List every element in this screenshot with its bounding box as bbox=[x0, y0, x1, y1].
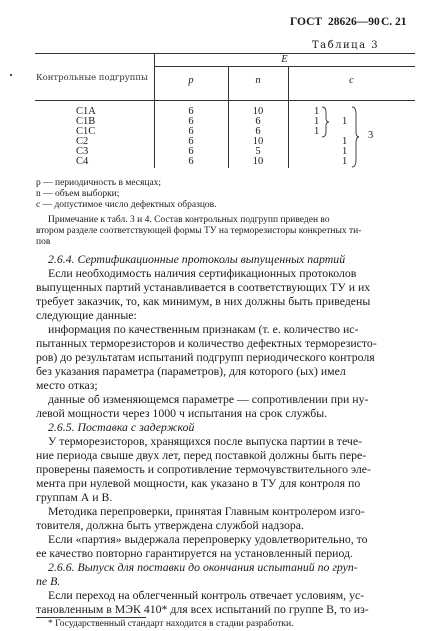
paragraph-line: выпущенных партий устанавливается в соответствующих ТУ и их bbox=[36, 280, 371, 294]
table-cell-c: 1 bbox=[314, 106, 320, 117]
table-cell-n: 6 bbox=[255, 126, 261, 137]
table-cell-group: С1С bbox=[76, 126, 96, 137]
table-cell-p: 6 bbox=[188, 126, 194, 137]
paragraph-line: место отказ; bbox=[36, 378, 98, 392]
table-cell-c: 1 bbox=[342, 156, 348, 167]
table-cell-n: 5 bbox=[255, 146, 261, 157]
paragraph-line: ее качество повторно гарантируется на установленный период. bbox=[36, 546, 354, 560]
paragraph-line: Если «партия» выдержала перепроверку удовлетворительно, то bbox=[48, 532, 368, 546]
col-header-c: c bbox=[349, 75, 354, 86]
paragraph-line: данные об изменяющемся параметре — сопротивлении при ну- bbox=[48, 392, 369, 406]
note-line: втором разделе соответствующей формы ТУ на терморезисторы конкретных ти- bbox=[36, 226, 362, 236]
doc-standard-number: 28626—90 bbox=[328, 16, 380, 28]
table-cell-p: 6 bbox=[188, 106, 194, 117]
paragraph-line: Если необходимость наличия сертификационных протоколов bbox=[48, 266, 357, 280]
doc-standard-label: ГОСТ bbox=[290, 16, 323, 28]
note-line: Примечание к табл. 3 и 4. Состав контрольных подгрупп приведен во bbox=[48, 215, 330, 225]
col-header-p: p bbox=[188, 75, 194, 86]
paragraph-line: требует заказчик, то, как минимум, в них должны быть приведены bbox=[36, 294, 371, 308]
paragraph-line: следующие данные: bbox=[36, 308, 137, 322]
table-e-rule bbox=[154, 66, 415, 67]
section-title-265: 2.6.5. Поставка с задержкой bbox=[48, 420, 195, 434]
brace-icon bbox=[320, 106, 330, 138]
legend-item: c — допустимое число дефектных образцов. bbox=[36, 200, 217, 210]
paragraph-line: без указания параметра (параметров), для которого (ых) имел bbox=[36, 364, 346, 378]
paragraph-line: проверены паяемость и сопротивление термочувствительного эле- bbox=[36, 462, 371, 476]
table-cell-c-total: 3 bbox=[368, 130, 374, 141]
table-header-rule bbox=[35, 100, 415, 101]
table-cell-group: С1А bbox=[76, 106, 96, 117]
page-number: С. 21 bbox=[381, 16, 407, 28]
paragraph-line: группам А и В. bbox=[36, 490, 113, 504]
legend-item: p — периодичность в месяцах; bbox=[36, 178, 162, 188]
paragraph-line: тановленным в МЭК 410* для всех испытаний по группе В, то из- bbox=[36, 602, 369, 616]
col-header-e: E bbox=[281, 54, 288, 65]
col-header-group: Контрольные подгруппы bbox=[36, 73, 148, 83]
brace-icon bbox=[350, 106, 360, 168]
table-cell-p: 6 bbox=[188, 136, 194, 147]
table-cell-c: 1 bbox=[342, 136, 348, 147]
legend-item: n — объем выборки; bbox=[36, 189, 120, 199]
section-title-text: 2.6.4. Сертификационные протоколы выпущенных партий bbox=[48, 252, 346, 266]
table-cell-p: 6 bbox=[188, 156, 194, 167]
table-caption: Таблица 3 bbox=[312, 40, 380, 51]
table-cell-n: 10 bbox=[252, 136, 264, 147]
note-line: пов bbox=[36, 237, 51, 247]
table-cell-group: С2 bbox=[76, 136, 89, 147]
table-cell-n: 10 bbox=[252, 106, 264, 117]
table-cell-c: 1 bbox=[314, 126, 320, 137]
footnote-rule bbox=[36, 617, 146, 618]
section-title-266: 2.6.6. Выпуск для поставки до окончания испытаний по груп- bbox=[48, 560, 358, 574]
table-cell-p: 6 bbox=[188, 116, 194, 127]
paragraph-line: Методика перепроверки, принятая Главным контролером изго- bbox=[48, 504, 365, 518]
table-cell-n: 6 bbox=[255, 116, 261, 127]
table-cell-group: С1В bbox=[76, 116, 96, 127]
footnote: * Государственный стандарт находится в стадии разработки. bbox=[48, 619, 294, 629]
paragraph-line: ние периода свыше двух лет, перед поставкой должны быть пере- bbox=[36, 448, 367, 462]
paragraph-line: Если переход на облегченный контроль отвечает условиям, ус- bbox=[48, 588, 365, 602]
col-header-n: n bbox=[255, 75, 261, 86]
table-cell-c-subtotal: 1 bbox=[342, 116, 348, 127]
paragraph-line: информация по качественным признакам (т. е. количество ис- bbox=[48, 322, 359, 336]
paragraph-line: У терморезисторов, хранящихся после выпуска партии в тече- bbox=[48, 434, 362, 448]
paragraph-line: мента при нулевой мощности, как указано в ТУ для контроля по bbox=[36, 476, 361, 490]
table-cell-c: 1 bbox=[314, 116, 320, 127]
table-cell-group: С3 bbox=[76, 146, 89, 157]
paragraph-line: левой мощности через 1000 ч испытания на срок службы. bbox=[36, 406, 328, 420]
paragraph-line: пытанных терморезисторов и количество дефектных терморезисто- bbox=[36, 336, 377, 350]
margin-mark bbox=[10, 74, 12, 76]
section-title-264 bbox=[48, 252, 345, 266]
paragraph-line: товителя, должна быть утверждена службой надзора. bbox=[36, 518, 304, 532]
table-cell-c: 1 bbox=[342, 146, 348, 157]
section-title-266-cont: пе В. bbox=[36, 574, 61, 588]
paragraph-line: ров) до результатам испытаний подгрупп периодического контроля bbox=[36, 350, 375, 364]
table-cell-n: 10 bbox=[252, 156, 264, 167]
table-cell-p: 6 bbox=[188, 146, 194, 157]
table-cell-group: С4 bbox=[76, 156, 89, 167]
